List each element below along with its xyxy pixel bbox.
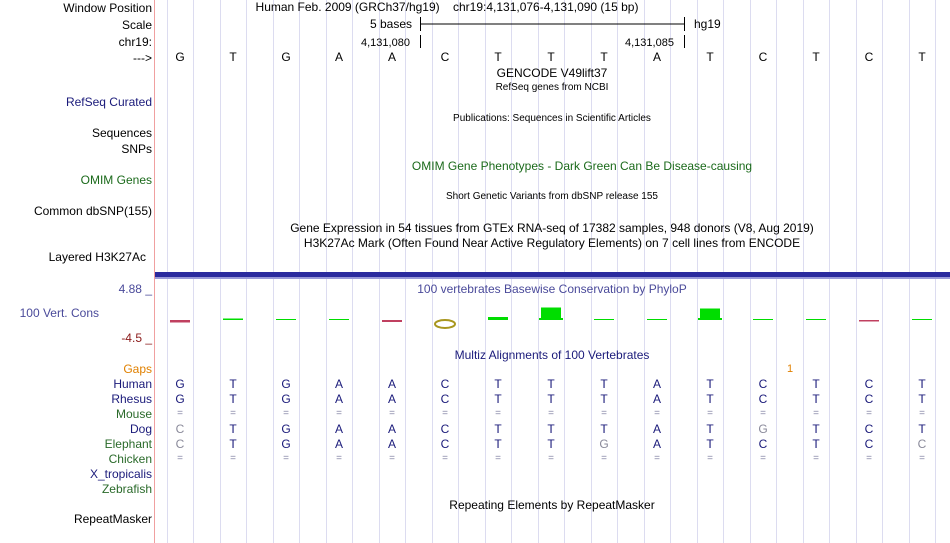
alignment-base: = <box>283 453 289 464</box>
h3k27ac-overlay-shade <box>155 277 950 279</box>
gencode-title[interactable]: GENCODE V49lift37 <box>496 66 608 80</box>
publications-title[interactable]: Publications: Sequences in Scientific Articles <box>453 113 651 124</box>
alignment-base: C <box>440 377 450 391</box>
alignment-base: T <box>600 392 608 406</box>
species-label[interactable]: Elephant <box>104 437 152 451</box>
alignment-base: T <box>918 392 926 406</box>
phylop-score-bar <box>382 320 402 322</box>
alignment-base: T <box>229 377 237 391</box>
alignment-base: A <box>334 437 343 451</box>
base-letter: T <box>229 50 237 64</box>
base-letter: A <box>334 50 343 64</box>
alignment-base: = <box>177 408 183 419</box>
alignment-base: T <box>812 422 820 436</box>
alignment-base: = <box>336 453 342 464</box>
alignment-base: T <box>600 377 608 391</box>
alignment-base: = <box>601 408 607 419</box>
phylop-score-bar <box>594 319 614 320</box>
alignment-base: G <box>281 422 291 436</box>
alignment-base: C <box>758 392 768 406</box>
alignment-base: A <box>652 377 661 391</box>
phylop-score-cap <box>539 318 563 320</box>
base-letter: G <box>175 50 185 64</box>
phylop-score-bar <box>170 320 190 323</box>
alignment-base: C <box>758 437 768 451</box>
alignment-base: T <box>812 437 820 451</box>
window-position-label: Window Position <box>63 1 152 15</box>
alignment-base: = <box>389 453 395 464</box>
species-label[interactable]: Mouse <box>115 407 152 421</box>
scale-db-text: hg19 <box>694 17 721 31</box>
alignment-base: A <box>334 377 343 391</box>
phylop-score-bar <box>329 319 349 320</box>
alignment-base: = <box>919 453 925 464</box>
base-letter: T <box>918 50 926 64</box>
alignment-base: T <box>918 422 926 436</box>
alignment-base: = <box>760 408 766 419</box>
alignment-base: = <box>230 453 236 464</box>
omim-genes-label[interactable]: OMIM Genes <box>80 173 152 187</box>
species-label[interactable]: Human <box>113 377 152 391</box>
alignment-base: C <box>175 422 185 436</box>
coord-left-text: 4,131,080 <box>361 37 410 49</box>
cons-min-label: -4.5 _ <box>121 331 152 345</box>
alignment-base: A <box>387 437 396 451</box>
alignment-base: C <box>175 437 185 451</box>
assembly-text: Human Feb. 2009 (GRCh37/hg19) <box>255 0 440 14</box>
phylop-score-cap <box>698 318 722 320</box>
phylop-score-bar <box>806 319 826 320</box>
alignment-base: = <box>919 408 925 419</box>
chrom-label: chr19: <box>118 35 152 49</box>
alignment-base: A <box>334 422 343 436</box>
snps-label[interactable]: SNPs <box>121 142 152 156</box>
alignment-base: C <box>864 392 874 406</box>
alignment-base: = <box>230 408 236 419</box>
alignment-base: = <box>442 408 448 419</box>
alignment-base: G <box>281 437 291 451</box>
phylop-score-bar <box>488 317 508 320</box>
alignment-base: G <box>281 392 291 406</box>
species-label[interactable]: X_tropicalis <box>89 467 152 481</box>
species-label[interactable]: Zebrafish <box>101 482 152 496</box>
alignment-base: G <box>175 377 185 391</box>
multiz-title[interactable]: Multiz Alignments of 100 Vertebrates <box>454 348 650 362</box>
alignment-base: A <box>387 392 396 406</box>
alignment-base: T <box>547 392 555 406</box>
vert-cons-label[interactable]: 100 Vert. Cons <box>19 306 99 320</box>
base-letter: A <box>387 50 396 64</box>
alignment-base: = <box>707 408 713 419</box>
alignment-base: = <box>548 408 554 419</box>
alignment-base: = <box>654 408 660 419</box>
species-label[interactable]: Chicken <box>108 452 152 466</box>
strand-label[interactable]: ---> <box>133 51 152 65</box>
base-letter: G <box>281 50 291 64</box>
alignment-base: = <box>866 408 872 419</box>
alignment-base: T <box>547 422 555 436</box>
alignment-base: T <box>494 437 502 451</box>
sequences-label[interactable]: Sequences <box>91 126 152 140</box>
alignment-base: C <box>864 422 874 436</box>
gap-marker: 1 <box>787 363 794 375</box>
alignment-base: G <box>175 392 185 406</box>
base-letter: A <box>652 50 661 64</box>
alignment-base: = <box>654 453 660 464</box>
h3k27ac-title[interactable]: H3K27Ac Mark (Often Found Near Active Regulatory Elements) on 7 cell lines from ENCODE <box>303 236 801 250</box>
alignment-base: T <box>600 422 608 436</box>
cons-max-label: 4.88 _ <box>118 282 152 296</box>
alignment-base: = <box>495 408 501 419</box>
phylop-score-bar <box>276 319 296 320</box>
phylop-score-bar <box>753 319 773 320</box>
alignment-base: C <box>864 377 874 391</box>
alignment-base: T <box>494 422 502 436</box>
coord-right-text: 4,131,085 <box>625 37 674 49</box>
alignment-base: = <box>177 453 183 464</box>
omim-title[interactable]: OMIM Gene Phenotypes - Dark Green Can Be Disease-causing <box>411 159 753 173</box>
phylop-title[interactable]: 100 vertebrates Basewise Conservation by PhyloP <box>417 282 687 296</box>
alignment-base: C <box>917 437 927 451</box>
alignment-base: T <box>706 422 714 436</box>
alignment-base: T <box>706 377 714 391</box>
alignment-base: G <box>758 422 768 436</box>
alignment-base: = <box>442 453 448 464</box>
alignment-base: T <box>547 437 555 451</box>
alignment-base: T <box>547 377 555 391</box>
alignment-base: = <box>813 453 819 464</box>
repeatmasker-label[interactable]: RepeatMasker <box>73 512 152 526</box>
alignment-base: A <box>387 422 396 436</box>
dbsnp-title[interactable]: Short Genetic Variants from dbSNP release 155 <box>446 191 658 202</box>
phylop-score-bar <box>435 320 455 328</box>
alignment-base: T <box>918 377 926 391</box>
alignment-base: G <box>281 377 291 391</box>
base-letter: T <box>812 50 820 64</box>
alignment-base: = <box>336 408 342 419</box>
position-text: chr19:4,131,076-4,131,090 (15 bp) <box>452 0 639 14</box>
alignment-base: C <box>758 377 768 391</box>
alignment-base: A <box>652 392 661 406</box>
base-letter: T <box>494 50 502 64</box>
alignment-base: C <box>864 437 874 451</box>
alignment-base: = <box>389 408 395 419</box>
alignment-base: T <box>812 377 820 391</box>
phylop-score-bar <box>859 320 879 322</box>
phylop-score-bar <box>223 319 243 321</box>
common-dbsnp-label[interactable]: Common dbSNP(155) <box>33 204 152 218</box>
alignment-base: C <box>440 392 450 406</box>
alignment-base: C <box>440 422 450 436</box>
alignment-base: T <box>494 377 502 391</box>
refseq-curated-label[interactable]: RefSeq Curated <box>65 95 152 109</box>
alignment-base: = <box>601 453 607 464</box>
alignment-base: T <box>229 422 237 436</box>
refseq-title[interactable]: RefSeq genes from NCBI <box>495 82 609 93</box>
alignment-base: T <box>706 437 714 451</box>
repeatmasker-title[interactable]: Repeating Elements by RepeatMasker <box>449 498 655 512</box>
alignment-base: T <box>812 392 820 406</box>
phylop-plot[interactable] <box>155 296 950 336</box>
alignment-base: A <box>652 422 661 436</box>
alignment-base: = <box>495 453 501 464</box>
alignment-base: = <box>283 408 289 419</box>
base-letter: T <box>600 50 608 64</box>
phylop-score-bar <box>647 319 667 320</box>
gaps-label[interactable]: Gaps <box>123 362 152 376</box>
alignment-base: G <box>599 437 609 451</box>
alignment-base: = <box>548 453 554 464</box>
phylop-score-bar <box>912 319 932 320</box>
base-letter: C <box>864 50 874 64</box>
layered-h3k27ac-label[interactable]: Layered H3K27Ac <box>48 250 146 264</box>
gtex-title[interactable]: Gene Expression in 54 tissues from GTEx RNA-seq of 17382 samples, 948 donors (V8, Aug 2019) <box>290 221 814 235</box>
species-label[interactable]: Dog <box>129 422 152 436</box>
alignment-base: = <box>866 453 872 464</box>
base-letter: T <box>547 50 555 64</box>
alignment-base: T <box>229 392 237 406</box>
scale-bases-text: 5 bases <box>370 17 413 31</box>
alignment-base: C <box>440 437 450 451</box>
alignment-base: = <box>707 453 713 464</box>
alignment-base: T <box>229 437 237 451</box>
base-letter: C <box>758 50 768 64</box>
alignment-base: T <box>706 392 714 406</box>
scale-label: Scale <box>121 18 152 32</box>
alignment-base: = <box>760 453 766 464</box>
base-letter: C <box>440 50 450 64</box>
alignment-base: T <box>494 392 502 406</box>
species-label[interactable]: Rhesus <box>111 392 152 406</box>
alignment-base: = <box>813 408 819 419</box>
alignment-base: A <box>387 377 396 391</box>
alignment-base: A <box>652 437 661 451</box>
alignment-base: A <box>334 392 343 406</box>
base-letter: T <box>706 50 714 64</box>
